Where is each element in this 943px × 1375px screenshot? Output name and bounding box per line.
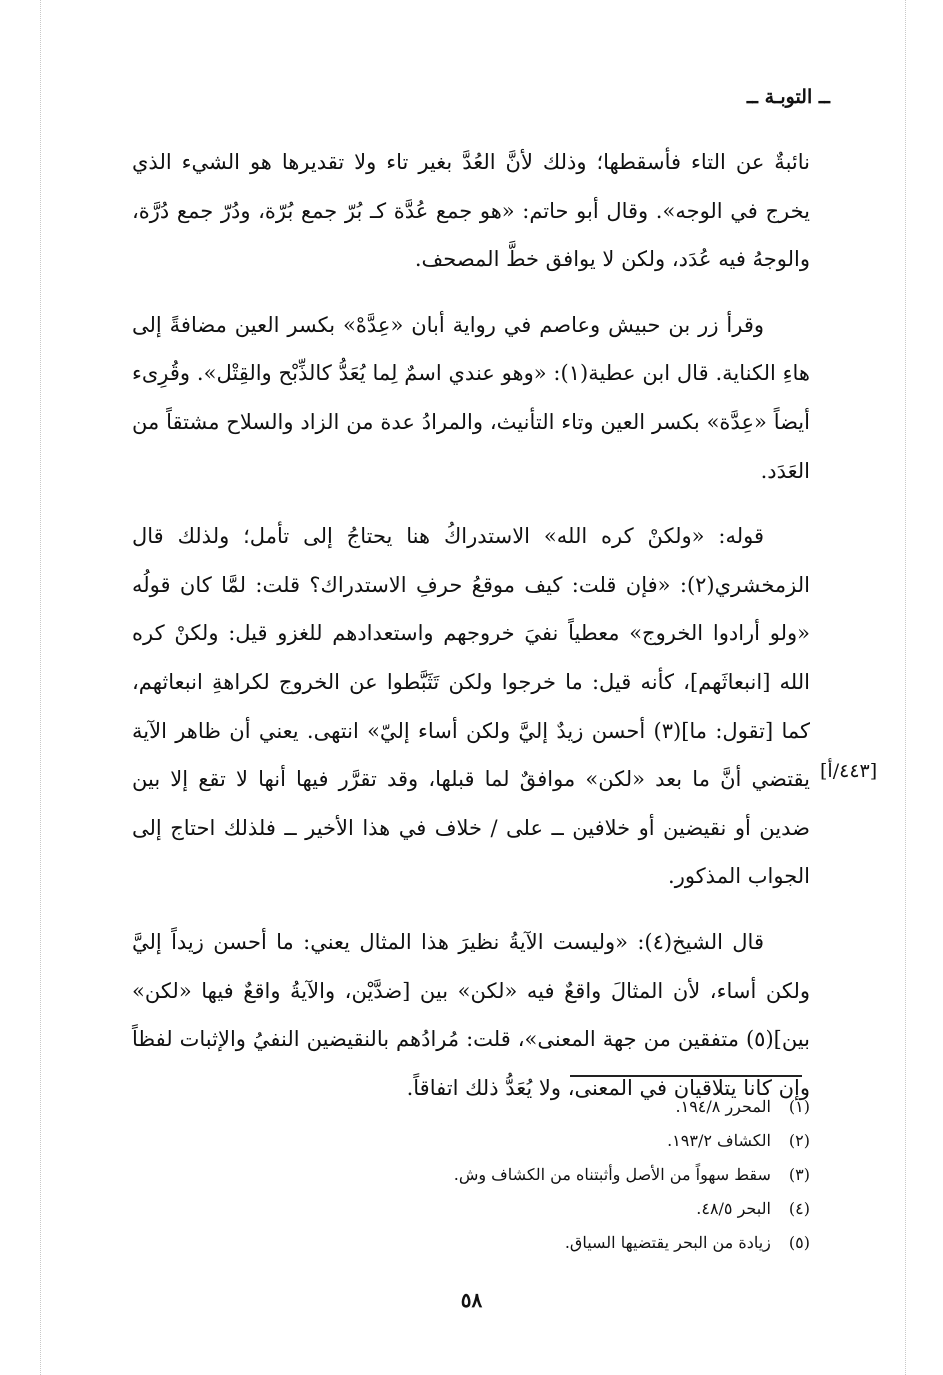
- footnote-number: (٢): [788, 1131, 810, 1150]
- main-text: [132, 138, 810, 1129]
- paragraph: قال الشيخ(٤): «وليست الآيةُ نظيرَ هذا المثال يعني: ما أحسن زيداً إليَّ ولكن أساء، لأن المثالَ واقعٌ فيه «لكن» بين [ضدَّيْن، والآيةُ واقعٌ فيها «لكن» بين](٥) متفقين من جهة المعنى»، قلت: مُرادُهم بالنقيضين النفيُ والإثبات لفظاً وإن كانا يتلاقيان في المعنى، ولا يُعَدُّ ذلك اتفاقاً.: [132, 929, 810, 1100]
- footnote-text: البحر ٤٨/٥.: [696, 1199, 771, 1218]
- footnote-text: سقط سهواً من الأصل وأثبتناه من الكشاف وش.: [453, 1165, 771, 1184]
- footnote-item: [210, 1192, 810, 1226]
- page-number: ٥٨: [460, 1288, 483, 1312]
- footnote-text: زيادة من البحر يقتضيها السياق.: [564, 1233, 771, 1252]
- footnotes: [210, 1090, 810, 1260]
- footnote-item: [210, 1124, 810, 1158]
- footnote-text: المحرر ١٩٤/٨.: [675, 1097, 771, 1116]
- footnote-item: [210, 1226, 810, 1260]
- footnote-number: (٣): [788, 1165, 810, 1184]
- running-header: ــ التوبـة ــ: [746, 86, 830, 108]
- footnote-number: (٥): [788, 1233, 810, 1252]
- footnote-item: [210, 1090, 810, 1124]
- footnote-divider: [570, 1075, 802, 1077]
- paragraph: قوله: «ولكنْ كره الله» الاستدراكُ هنا يحتاجُ إلى تأمل؛ ولذلك قال الزمخشري(٢): «فإن قلت: كيف موقعُ حرفِ الاستدراك؟ قلت: لمَّا كان قولُه «ولو أرادوا الخروج» معطياً نفيَ خروجهم واستعدادهم للغزو قيل: ولكنْ كره الله [انبعاثَهم]، كأنه قيل: ما خرجوا ولكن تَثَبَّطوا عن الخروج لكراهةِ انبعاثهم، كما [تقول: ما](٣) أحسن زيدٌ إليَّ ولكن أساء إليّ» انتهى. يعني أن ظاهر الآية يقتضي أنَّ ما بعد «لكن» موافقٌ لما قبلها، وقد تقرَّر فيها أنها لا تقع إلا بين ضدين أو نقيضين أو خلافين ــ على / خلاف في هذا الأخير ــ فلذلك احتاج إلى الجواب المذكور.: [132, 524, 810, 889]
- paragraph: نائبةٌ عن التاء فأسقطها؛ وذلك لأنَّ العُدَّ بغير تاء ولا تقديرها هو الشيء الذي يخرج في الوجه». وقال أبو حاتم: «هو جمع عُدَّة كـ بُرّ جمع بُرّة، ودُرّ جمع دُرَّة، والوجهُ فيه عُدَد، ولكن لا يوافق خطَّ المصحف.: [132, 150, 810, 272]
- footnote-number: (٤): [788, 1199, 810, 1218]
- manuscript-folio-reference: [٤٤٣/أ]: [820, 760, 878, 782]
- footnote-number: (١): [788, 1097, 810, 1116]
- paragraph: وقرأ زر بن حبيش وعاصم في رواية أبان «عِدَّهْ» بكسر العين مضافةً إلى هاءِ الكناية. قال ابن عطية(١): «وهو عندي اسمٌ لِما يُعَدُّ كالذِّبْح والقِتْل». وقُرِىء أيضاً «عِدَّة» بكسر العين وتاء التأنيث، والمرادُ عدة من الزاد والسلاح مشتقاً من العَدَد.: [132, 312, 810, 483]
- footnote-text: الكشاف ١٩٣/٢.: [667, 1131, 771, 1150]
- footnote-item: [210, 1158, 810, 1192]
